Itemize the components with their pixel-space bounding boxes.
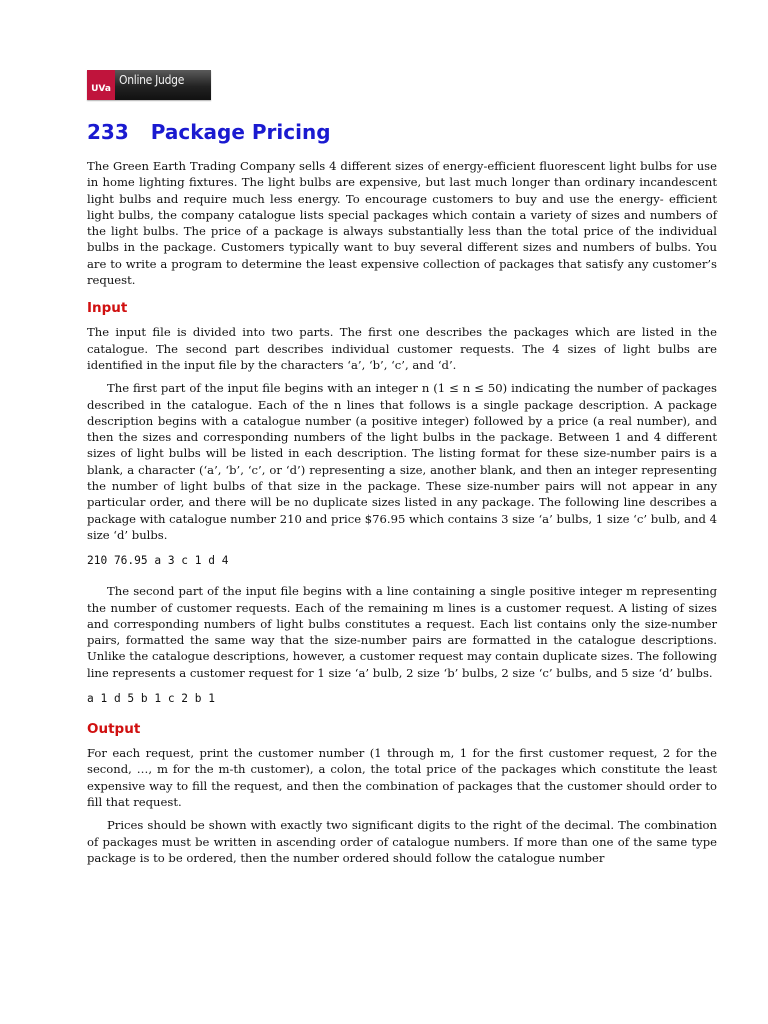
intro-paragraph: The Green Earth Trading Company sells 4 different sizes of energy-efficient fluorescent light bulbs for use in home lighting fixtures. The light bulbs are expensive, but last much longer than ordinary incandescent light bulbs and require much less energy. To encourage customers to buy and use the energy- efficient light bulbs, the company catalogue lists special packages which contain a variety of sizes and numbers of the light bulbs. The price of a package is always substantially less than the total price of the individual bulbs in the package. Customers typically want to buy several different sizes and numbers of bulbs. You are to write a program to determine the least expensive collection of packages that satisfy any customer’s request. <box>87 159 717 288</box>
input-paragraph-1: The input file is divided into two parts. The first one describes the packages which are listed in the catalogue. The second part describes individual customer requests. The 4 sizes of light bulbs are identified in the input file by the characters ‘a’, ‘b’, ‘c’, and ‘d’. <box>87 325 717 372</box>
problem-name: Package Pricing <box>150 120 331 144</box>
logo-text: Online Judge <box>119 73 185 87</box>
uva-online-judge-logo <box>87 70 211 100</box>
logo-badge: UVa <box>87 70 115 100</box>
input-paragraph-2: The first part of the input file begins with an integer n (1 ≤ n ≤ 50) indicating the number of packages described in the catalogue. Each of the n lines that follows is a single package description. A package description begins with a catalogue number (a positive integer) followed by a price (a real number), and then the sizes and corresponding numbers of the light bulbs in the package. Between 1 and 4 different sizes of light bulbs will be listed in each description. The listing format for these size-number pairs is a blank, a character (‘a’, ‘b’, ‘c’, or ‘d’) representing a size, another blank, and then an integer representing the number of light bulbs of that size in the package. These size-number pairs will not appear in any particular order, and there will be no duplicate sizes listed in any package. The following line describes a package with catalogue number 210 and price $76.95 which contains 3 size ‘a’ bulbs, 1 size ‘c’ bulb, and 4 size ‘d’ bulbs. <box>87 381 717 542</box>
input-example-request: a 1 d 5 b 1 c 2 b 1 <box>87 692 215 706</box>
output-heading: Output <box>87 721 141 738</box>
problem-statement <box>87 120 717 873</box>
input-heading: Input <box>87 300 128 317</box>
output-paragraph-1: For each request, print the customer number (1 through m, 1 for the first customer request, 2 for the second, …, m for the m-th customer), a colon, the total price of the packages which constitute the least expensive way to fill the request, and then the combination of packages that the customer should order to fill that request. <box>87 746 717 809</box>
problem-number: 233 <box>87 120 129 144</box>
problem-title <box>87 120 717 144</box>
input-example-package: 210 76.95 a 3 c 1 d 4 <box>87 554 229 568</box>
input-paragraph-3: The second part of the input file begins with a line containing a single positive integer m representing the number of customer requests. Each of the remaining m lines is a customer request. A listing of sizes and corresponding numbers of light bulbs constitutes a request. Each list contains only the size-number pairs, formatted the same way that the size-number pairs are formatted in the catalogue descriptions. Unlike the catalogue descriptions, however, a customer request may contain duplicate sizes. The following line represents a customer request for 1 size ‘a’ bulb, 2 size ‘b’ bulbs, 2 size ‘c’ bulbs, and 5 size ‘d’ bulbs. <box>87 584 717 680</box>
output-paragraph-2: Prices should be shown with exactly two significant digits to the right of the decimal. The combination of packages must be written in ascending order of catalogue numbers. If more than one of the same type package is to be ordered, then the number ordered should follow the catalogue number <box>87 818 717 865</box>
